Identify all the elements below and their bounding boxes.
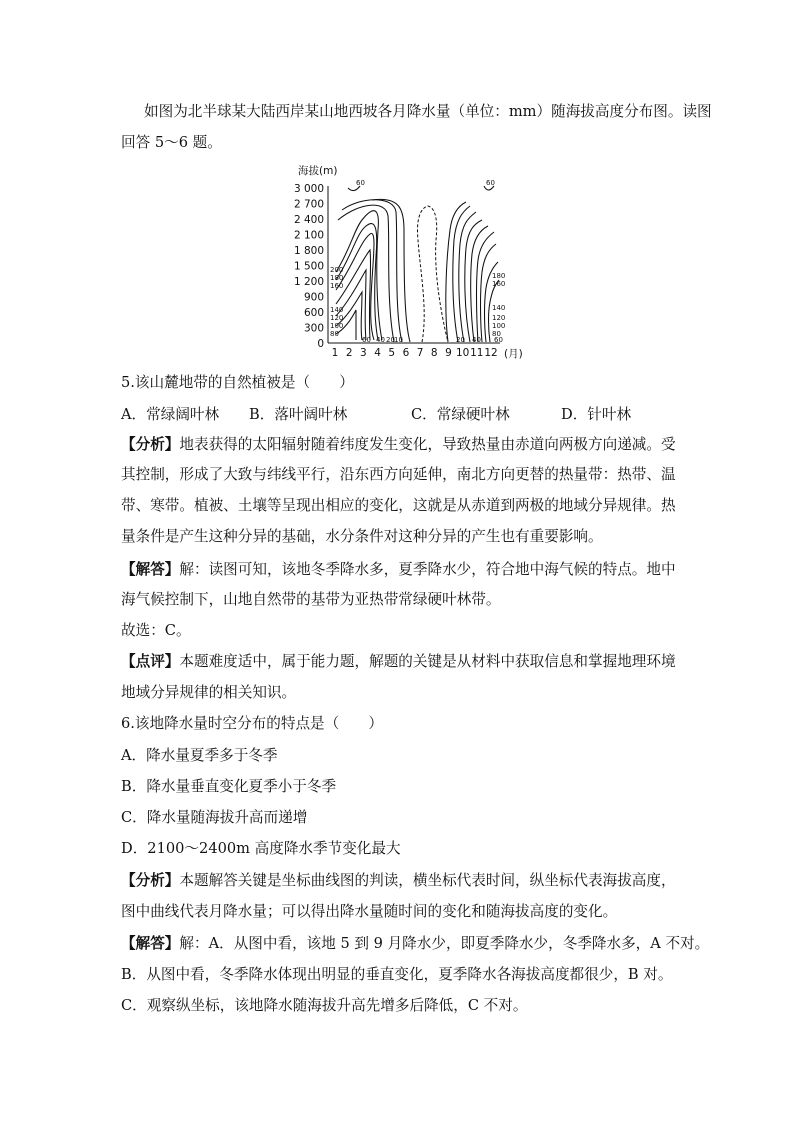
x-tick-label: 2 (345, 347, 353, 359)
q6-answer-tag: 【解答】 (121, 935, 180, 952)
q5-analysis-tag: 【分析】 (121, 436, 180, 453)
contour-label: 180 (330, 274, 344, 282)
contour-chart (290, 160, 530, 365)
y-tick-label: 1 800 (293, 245, 324, 257)
contour-right-d (471, 226, 488, 342)
q5-option-b: B．落叶阔叶林 (249, 406, 348, 423)
q6-analysis-line-2: 图中曲线代表月降水量；可以得出降水量随时间的变化和随海拔高度的变化。 (121, 903, 618, 920)
q6-analysis-tag: 【分析】 (121, 872, 180, 889)
y-tick-label: 600 (303, 307, 324, 319)
x-tick-label: 4 (374, 347, 381, 359)
contour-label: 60 (494, 336, 503, 344)
contour-dashed-minimum (417, 206, 448, 342)
contour-label: 80 (492, 330, 501, 338)
y-tick-label: 2 100 (293, 229, 324, 242)
y-axis-title: 海拔(m) (298, 165, 338, 177)
q5-choice: 故选：C。 (121, 622, 191, 639)
q6-analysis-text-1: 本题解答关键是坐标曲线图的判读，横坐标代表时间，纵坐标代表海拔高度， (179, 872, 676, 889)
q5-answer-line-2: 海气候控制下，山地自然带的基带为亚热带常绿硬叶林带。 (121, 591, 501, 608)
y-tick-label: 300 (303, 322, 324, 335)
x-tick-label: 9 (445, 347, 452, 359)
q6-option-c: C．降水量随海拔升高而递增 (121, 809, 308, 826)
contour-label: 80 (330, 330, 339, 338)
y-tick-label: 900 (303, 291, 324, 304)
x-tick-label: 7 (416, 347, 424, 359)
contour-label: 10 (394, 336, 403, 344)
contour-left-i (342, 200, 402, 342)
q6-option-b: B．降水量垂直变化夏季小于冬季 (121, 778, 337, 795)
contour-right-c (465, 220, 482, 342)
x-tick-label: 6 (402, 347, 410, 359)
contour-label: 60 (486, 179, 495, 187)
y-tick-label: 0 (317, 338, 324, 350)
q5-answer-line-1 (121, 560, 676, 580)
contour-label: 100 (330, 322, 344, 330)
q6-answer-line-3: C．观察纵坐标，该地降水随海拔升高先增多后降低，C 不对。 (121, 997, 528, 1014)
q5-analysis-line-4: 量条件是产生这种分异的基础，水分条件对这种分异的产生也有重要影响。 (121, 528, 603, 545)
intro-line-1: 如图为北半球某大陆西岸某山地西坡各月降水量（单位：mm）随海拔高度分布图。读图 (144, 103, 712, 120)
q5-comment-line-1 (121, 652, 676, 672)
contour-label: 140 (330, 306, 344, 314)
q5-answer-text-1: 解：读图可知，该地冬季降水多，夏季降水少，符合地中海气候的特点。地中 (179, 561, 676, 578)
q6-option-a: A．降水量夏季多于冬季 (121, 747, 278, 764)
q6-stem: 6.该地降水量时空分布的特点是（ ） (121, 715, 384, 732)
contour-label: 140 (492, 304, 506, 312)
contour-labels-left (330, 179, 403, 344)
contour-label: 40 (472, 336, 481, 344)
y-tick-label: 2 700 (293, 198, 324, 211)
x-tick-label: 8 (430, 347, 438, 359)
x-tick-labels (332, 347, 498, 359)
contour-label: 100 (492, 322, 506, 330)
contour-label: 60 (362, 336, 371, 344)
x-tick-label: 3 (360, 347, 367, 359)
intro-line-2: 回答 5～6 题。 (121, 134, 222, 151)
contour-label: 20 (386, 336, 395, 344)
q5-stem: 5.该山麓地带的自然植被是（ ） (121, 374, 354, 391)
q6-answer-line-1 (121, 934, 709, 954)
contour-label: 60 (356, 179, 365, 187)
x-tick-label: 11 (470, 347, 484, 359)
q5-option-c: C．常绿硬叶林 (411, 406, 510, 423)
contour-label: 120 (330, 314, 344, 322)
x-tick-label: 12 (484, 347, 498, 359)
q6-answer-line-2: B．从图中看，冬季降水体现出明显的垂直变化，夏季降水各海拔高度都很少，B 对。 (121, 966, 673, 983)
contour-label: 120 (492, 314, 506, 322)
contour-lines-left (336, 186, 410, 342)
x-axis-unit: (月) (504, 348, 523, 360)
q5-option-d: D．针叶林 (561, 406, 632, 423)
q5-analysis-line-1 (121, 435, 676, 455)
q6-option-d: D．2100～2400m 高度降水季节变化最大 (121, 840, 401, 857)
contour-label: 180 (492, 272, 506, 280)
y-tick-labels (294, 183, 324, 350)
y-tick-label: 2 400 (293, 214, 324, 226)
precipitation-contour-figure (290, 160, 530, 365)
q5-analysis-text-1: 地表获得的太阳辐射随着纬度发生变化，导致热量由赤道向两极方向递减。受 (179, 436, 676, 453)
q5-option-a: A．常绿阔叶林 (121, 406, 220, 423)
y-tick-label: 1 500 (293, 260, 324, 273)
y-tick-label: 1 200 (293, 276, 324, 288)
contour-label: 200 (330, 266, 344, 274)
q5-comment-tag: 【点评】 (121, 653, 180, 670)
contour-label: 40 (376, 336, 385, 344)
q6-analysis-line-1 (121, 871, 676, 891)
contour-label: 20 (456, 336, 465, 344)
q5-analysis-line-3: 带、寒带。植被、土壤等呈现出相应的变化，这就是从赤道到两极的地域分异规律。热 (121, 497, 676, 514)
x-tick-label: 1 (331, 347, 339, 359)
q5-answer-tag: 【解答】 (121, 561, 180, 578)
x-tick-label: 10 (455, 347, 470, 359)
contour-label: 160 (330, 282, 344, 290)
q5-comment-text-1: 本题难度适中，属于能力题，解题的关键是从材料中获取信息和掌握地理环境 (179, 653, 676, 670)
y-tick-label: 3 000 (293, 183, 324, 195)
x-tick-label: 5 (388, 347, 396, 359)
q5-comment-line-2: 地域分异规律的相关知识。 (121, 684, 297, 701)
contour-label: 160 (492, 280, 506, 288)
contour-right-i (446, 202, 466, 342)
q6-answer-text-1: 解：A．从图中看，该地 5 到 9 月降水少，即夏季降水少，冬季降水多，A 不对。 (179, 935, 710, 952)
q5-analysis-line-2: 其控制，形成了大致与纬线平行，沿东西方向延伸，南北方向更替的热量带：热带、温 (121, 466, 676, 483)
